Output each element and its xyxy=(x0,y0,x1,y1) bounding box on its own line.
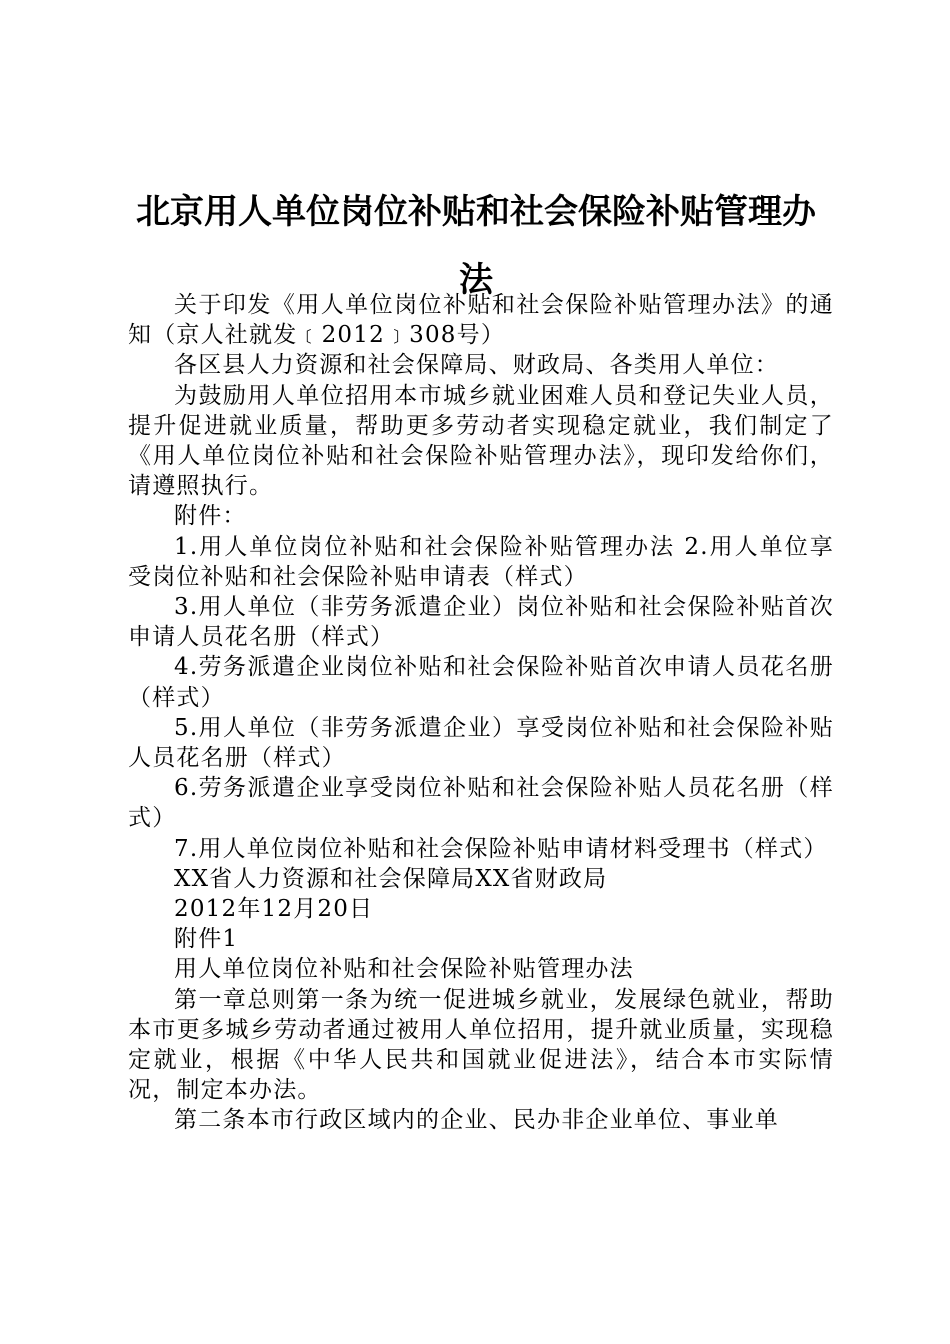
attachment-item: 4.劳务派遣企业岗位补贴和社会保险补贴首次申请人员花名册（样式） xyxy=(128,654,834,711)
attachments-label: 附件： xyxy=(174,503,247,530)
notice-heading: 关于印发《用人单位岗位补贴和社会保险补贴管理办法》的通知（京人社就发﹝2012﹞308号） xyxy=(128,292,834,349)
document-title: 北京用人单位岗位补贴和社会保险补贴管理办法 xyxy=(136,192,816,300)
attachment-item: 3.用人单位（非劳务派遣企业）岗位补贴和社会保险补贴首次申请人员花名册（样式） xyxy=(128,594,834,651)
issuing-authorities: XX省人力资源和社会保障局XX省财政局 xyxy=(174,865,608,892)
addressee: 各区县人力资源和社会保障局、财政局、各类用人单位： xyxy=(174,352,779,379)
attachment-item: 5.用人单位（非劳务派遣企业）享受岗位补贴和社会保险补贴人员花名册（样式） xyxy=(128,714,834,772)
article-2: 第二条本市行政区域内的企业、民办非企业单位、事业单 xyxy=(174,1107,779,1134)
issue-date: 2012年12月20日 xyxy=(174,896,374,923)
attachment-item: 1.用人单位岗位补贴和社会保险补贴管理办法 2.用人单位享受岗位补贴和社会保险补贴申请表（样式） xyxy=(128,533,834,590)
attachment-item: 6.劳务派遣企业享受岗位补贴和社会保险补贴人员花名册（样式） xyxy=(128,775,834,832)
document-body xyxy=(128,290,834,1136)
chapter-1-article-1: 第一章总则第一条为统一促进城乡就业，发展绿色就业，帮助本市更多城乡劳动者通过被用人单位招用，提升就业质量，实现稳定就业，根据《中华人民共和国就业促进法》，结合本市实际情况，制定本办法。 xyxy=(128,986,834,1104)
notice-body: 为鼓励用人单位招用本市城乡就业困难人员和登记失业人员，提升促进就业质量，帮助更多劳动者实现稳定就业，我们制定了《用人单位岗位补贴和社会保险补贴管理办法》，现印发给你们，请遵照执行。 xyxy=(128,382,834,500)
attachment-1-label: 附件1 xyxy=(174,926,239,953)
attachment-1-title: 用人单位岗位补贴和社会保险补贴管理办法 xyxy=(174,956,634,983)
attachment-item: 7.用人单位岗位补贴和社会保险补贴申请材料受理书（样式） xyxy=(174,835,828,862)
